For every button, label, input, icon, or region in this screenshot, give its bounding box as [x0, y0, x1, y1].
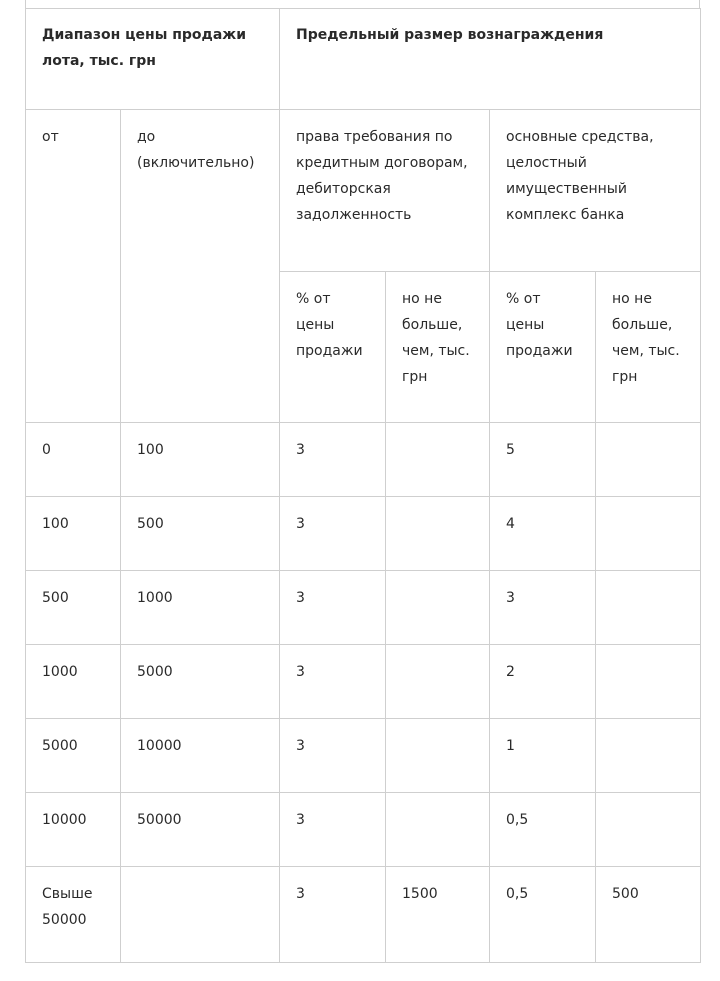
cell-claims-cap: [386, 423, 490, 497]
cell-assets-percent: 1: [490, 719, 596, 793]
cell-assets-cap: [596, 423, 701, 497]
header-row-2: [26, 110, 701, 272]
cell-claims-cap: [386, 719, 490, 793]
cell-claims-percent: 3: [280, 645, 386, 719]
cell-assets-percent: 5: [490, 423, 596, 497]
cell-assets-percent: 0,5: [490, 793, 596, 867]
fee-table: [25, 8, 701, 963]
header-row-1: [26, 9, 701, 110]
cell-assets-cap: [596, 793, 701, 867]
cell-from: 0: [26, 423, 121, 497]
cell-from: 500: [26, 571, 121, 645]
header-to: до (включительно): [121, 110, 280, 423]
cell-from: 100: [26, 497, 121, 571]
cell-claims-cap: [386, 645, 490, 719]
header-from: от: [26, 110, 121, 423]
cell-assets-cap: 500: [596, 867, 701, 963]
cell-assets-percent: 3: [490, 571, 596, 645]
header-max-fee: Предельный размер вознаграждения: [280, 9, 701, 110]
cell-claims-cap: [386, 571, 490, 645]
cell-to: 100: [121, 423, 280, 497]
cell-claims-percent: 3: [280, 793, 386, 867]
table-top-edge: [25, 0, 700, 8]
cell-claims-percent: 3: [280, 497, 386, 571]
table-row: [26, 719, 701, 793]
cell-claims-percent: 3: [280, 719, 386, 793]
cell-assets-percent: 4: [490, 497, 596, 571]
cell-to: 5000: [121, 645, 280, 719]
cell-to: 10000: [121, 719, 280, 793]
header-claims-cap: но не больше, чем, тыс. грн: [386, 272, 490, 423]
cell-to: 1000: [121, 571, 280, 645]
cell-assets-percent: 0,5: [490, 867, 596, 963]
cell-assets-cap: [596, 571, 701, 645]
cell-claims-cap: [386, 793, 490, 867]
cell-from: 10000: [26, 793, 121, 867]
cell-claims-percent: 3: [280, 423, 386, 497]
header-claims: права требования по кредитным договорам, дебиторская задолженность: [280, 110, 490, 272]
cell-from: 1000: [26, 645, 121, 719]
header-assets-cap: но не больше, чем, тыс. грн: [596, 272, 701, 423]
cell-from: Свыше 50000: [26, 867, 121, 963]
cell-to: 500: [121, 497, 280, 571]
header-price-range: Диапазон цены продажи лота, тыс. грн: [26, 9, 280, 110]
cell-assets-cap: [596, 497, 701, 571]
cell-claims-cap: 1500: [386, 867, 490, 963]
header-assets-percent: % от цены продажи: [490, 272, 596, 423]
cell-claims-percent: 3: [280, 571, 386, 645]
cell-claims-percent: 3: [280, 867, 386, 963]
cell-assets-cap: [596, 719, 701, 793]
cell-to: 50000: [121, 793, 280, 867]
cell-assets-percent: 2: [490, 645, 596, 719]
table-row: [26, 793, 701, 867]
table-row: [26, 497, 701, 571]
cell-assets-cap: [596, 645, 701, 719]
header-claims-percent: % от цены продажи: [280, 272, 386, 423]
table-row: [26, 571, 701, 645]
table-row: [26, 423, 701, 497]
header-assets: основные средства, целостный имущественный комплекс банка: [490, 110, 701, 272]
cell-to: [121, 867, 280, 963]
table-row: [26, 867, 701, 963]
table-row: [26, 645, 701, 719]
cell-claims-cap: [386, 497, 490, 571]
cell-from: 5000: [26, 719, 121, 793]
